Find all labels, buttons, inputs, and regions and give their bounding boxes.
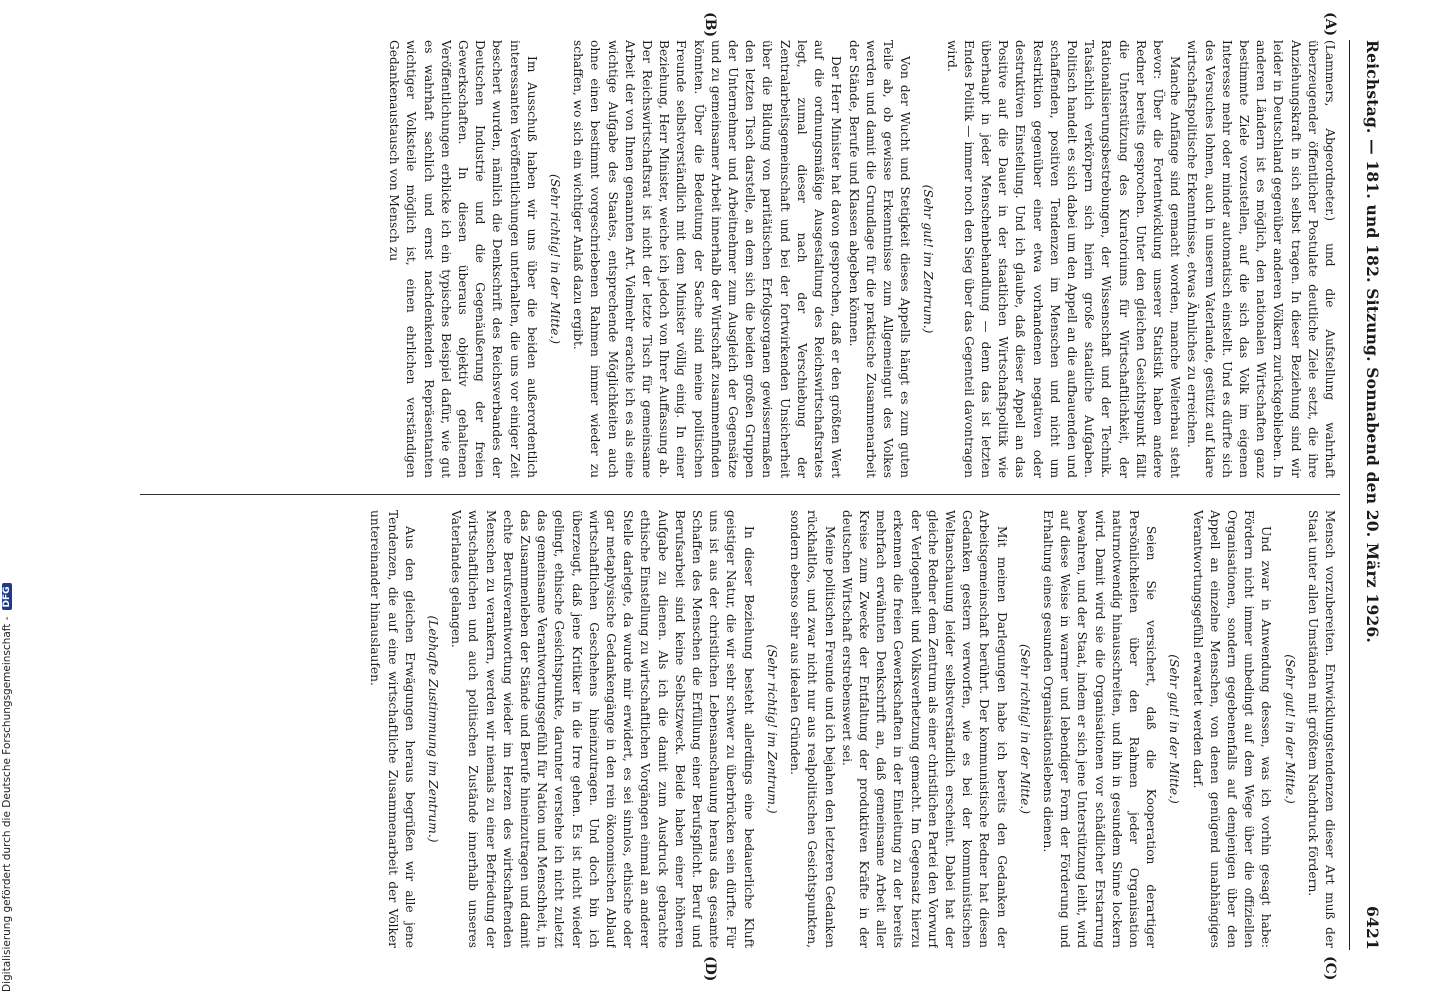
left-interjection-1: (Sehr gut! im Zentrum.) (921, 184, 936, 334)
right-interjection-3: (Sehr richtig! in der Mitte.) (1017, 644, 1032, 814)
header-title: Reichstag. — 181. und 182. Sitzung. Sonnabend den 20. März 1926. (1363, 40, 1382, 644)
margin-marker-a: (A) (1322, 12, 1338, 37)
left-paragraph-5: Im Ausschuß haben wir uns über die beiden außerordentlich interessanten Veröffentlichungen unterhalten, die uns vor einiger Zeit beschert wurden, nämlich die Denkschrift des Reichsverbandes der Deutschen Industrie und die Gegenäußerung der freien Gewerkschaften. In diesen überaus objektiv gehaltenen Veröffentlichungen erblicke ich ein typisches Beispiel dafür, wie gut es wahrhaft sachlich und ernst nachdenkenden Repräsentanten wichtiger Volksteile möglich ist, einen ehrlichen verständigen Gedankenaustausch von Mensch zu (387, 40, 539, 478)
right-paragraph-7: Aus den gleichen Erwägungen heraus begrüßen wir alle jene Tendenzen, die auf eine wirtschaftliche Zusammenarbeit der Völker untereinander hinauslaufen. (368, 510, 417, 948)
right-column (93, 510, 1338, 948)
right-paragraph-1: Mensch vorzubereiten. Entwicklungstendenzen dieser Art muß der Staat unter allen Umständen mit größtem Nachdruck fördern. (1305, 510, 1337, 948)
right-paragraph-6: In dieser Beziehung besteht allerdings eine bedauerliche Kluft geistiger Natur, die wir sehr schwer zu überbrücken sein dürfte. Für uns ist aus der christlichen Lebensanschauung heraus das gesamte Schaffen des Menschen die Erfüllung einer Berufspflicht. Beruf und Berufsarbeit sind keine Selbstzweck. Beide haben einer höheren Aufgabe zu dienen. Als ich die damit zum Ausdruck gebrachte ethische Einstellung zu wirtschaftlichen Vorgängen einmal an anderer Stelle darlegte, da wurde mir erwidert, es sei sinnlos, ethische oder gar metaphysische Gedankengänge in den rein ökonomischen Ablauf wirtschaftlichen Geschehens hineinzutragen. Und doch bin ich überzeugt, daß jene Kritiker in die Irre gehen. Es ist nicht wieder gelingt, ethische Gesichtspunkte, darunter verstehe ich nicht zuletzt das gemeinsame Verantwortungsgefühl für Nation und Menschheit, in das Zusammenleben der Stände und Berufe hineinzutragen und damit echte Berufsverantwortung wieder im Herzen des wirtschaftenden Menschen zu verankern, werden wir niemals zu einer Befriedung der wirtschaftlichen und auch politischen Zustände innerhalb unseres Vaterlandes gelangen. (449, 510, 756, 948)
dfg-logo: DFG (2, 583, 12, 610)
right-interjection-4: (Sehr richtig! im Zentrum.) (764, 644, 779, 814)
left-paragraph-1: (Lammers, Abgeordneter.) und die Aufstellung wahrhaft überzeugender öffentlicher Postulate deutliche Ziele setzt, die ihre Anziehungskraft in sich selbst tragen. In dieser Beziehung sind wir leider in Deutschland gegenüber anderen Völkern zurückgeblieben. In anderen Ländern ist es möglich, den nationalen Wirtschaften ganz bestimmte Ziele vorzustellen, auf die sich das Volk im eigenen Interesse mehr oder minder automatisch einstellt. Und es dürfte sich des Versuches lohnen, auch in unserem Vaterlande, gestützt auf klare wirtschaftspolitische Erkenntnisse, etwas Ähnliches zu erreichen. (1185, 40, 1337, 478)
header-rule (1349, 40, 1350, 950)
margin-marker-d: (D) (702, 956, 718, 982)
right-interjection-1: (Sehr gut! in der Mitte.) (1282, 654, 1297, 804)
left-column (93, 40, 1338, 478)
left-paragraph-4: Der Herr Minister hat davon gesprochen, daß er den größten Wert auf die ordnungsmäßige Ausgestaltung des Reichswirtschaftsrates legt, zumal dieser nach der Verschiebung der Zentralarbeitsgemeinschaft und bei der fortwirkenden Unsicherheit über die Bildung von paritätischen Erfolgsorganen gewissermaßen den letzten Tisch darstelle, an dem sich die beiden großen Gruppen der Unternehmer und Arbeitnehmer zum Ausgleich der Gegensätze und zu gemeinsamer Arbeit innerhalb der Wirtschaft zusammenfinden könnten. Über die Bedeutung der Sache sind meine politischen Freunde selbstverständlich mit dem Minister völlig einig. In einer Beziehung, Herr Minister, weiche ich jedoch von Ihrer Auffassung ab. Der Reichswirtschaftsrat ist nicht der letzte Tisch für gemeinsame Arbeit der von Ihnen genannten Art. Vielmehr erachte ich es als eine wichtige Aufgabe des Staates, entsprechende Möglichkeiten auch ohne einen bestimmt vorgeschriebenen Rahmen immer wieder zu schaffen, wo sich ein wichtiger Anlaß dazu ergibt. (571, 40, 844, 478)
digitization-credit (0, 0, 14, 1000)
page-header (1356, 40, 1382, 950)
right-paragraph-2: Und zwar in Anwendung dessen, was ich vorhin gesagt habe: Fördern nicht immer unbedingt auf dem Wege über die offiziellen Organisationen, sondern gegebenenfalls auf demjenigen über den Appell an einzelne Menschen, von denen genügend unabhängiges Verantwortungsgefühl erwartet werden darf. (1190, 510, 1274, 948)
right-paragraph-5: Meine politischen Freunde und ich bejahen den letzteren Gedanken rückhaltlos, und zwar nicht nur aus realpolitischen Gesichtspunkten, sondern ebenso sehr aus idealen Gründen. (788, 510, 837, 948)
left-interjection-2: (Sehr richtig! in der Mitte.) (548, 174, 563, 344)
right-interjection-2: (Sehr gut! in der Mitte.) (1167, 654, 1182, 804)
right-paragraph-3: Seien Sie versichert, daß die Kooperation derartiger Persönlichkeiten über den Rahmen jeder Organisation naturnotwendig hinausschreiten, und ihn in gesundem Sinne lockern wird. Damit wird sie die Organisationen vor schädlicher Erstarrung bewahren, und der Staat, indem er sich jene Unterstützung leiht, wird auf diese Weise in warmer und lebendiger Form der Förderung und Erhaltung eines gesunden Organisationslebens dienen. (1040, 510, 1159, 948)
margin-marker-c: (C) (1322, 956, 1338, 981)
right-interjection-5: (Lebhafte Zustimmung im Zentrum.) (426, 615, 441, 843)
credit-text: Digitalisierung gefördert durch die Deutsche Forschungsgemeinschaft - (1, 616, 13, 992)
margin-marker-b: (B) (702, 12, 718, 38)
column-divider (140, 494, 1340, 495)
left-paragraph-2: Manche Anfänge sind gemacht worden, manche Weiterbau steht bevor: Über die Fortentwicklung unserer Statistik haben andere Redner bereits gesprochen. Unter den gleichen Gesichtspunkt fällt die Unterstützung des Kuratoriums für Wirtschaftlichkeit, der Rationalisierungsbestrebungen, der Wissenschaft und der Technik. Tatsächlich verkörpern sich hierin große staatliche Aufgaben. Politisch handelt es sich dabei um den Appell an die aufbauenden und schaffenden, positiven Tendenzen im Menschen und nicht um Restriktion gegenüber einer etwa vorhandenen negativen oder destruktiven Einstellung. Und ich glaube, daß dieser Appell an das Positive auf die Dauer in der staatlichen Wirtschaftspolitik wie überhaupt in jeder Menschenbehandlung — denn das ist letzten Endes Politik — immer noch den Sieg über das Gegenteil davontragen wird. (944, 40, 1183, 478)
page-number: 6421 (1363, 906, 1382, 950)
right-paragraph-4: Mit meinen Darlegungen habe ich bereits den Gedanken der Arbeitsgemeinschaft berührt. Der kommunistische Redner hat diesen Gedanken gestern verworfen, wie es bei der kommunistischen Weltanschauung leider selbstverständlich erscheint. Dabei hat der gleiche Redner dem Zentrum als einer christlichen Partei den Vorwurf der Verlogenheit und Volksverhetzung gemacht. Im Gegensatz hierzu erkennen die freien Gewerkschaften in der Einleitung zu der bereits mehrfach erwähnten Denkschrift an, daß gemeinsame Arbeit aller Kreise zum Zwecke der Entfaltung der produktiven Kräfte in der deutschen Wirtschaft erstrebenswert sei. (839, 510, 1009, 948)
left-paragraph-3: Von der Wucht und Stetigkeit dieses Appells hängt es zum guten Teile ab, ob gewisse Erkenntnisse zum Allgemeingut des Volkes werden und damit die Grundlage für die praktische Zusammenarbeit der Stände, Berufe und Klassen abgeben können. (846, 40, 913, 478)
